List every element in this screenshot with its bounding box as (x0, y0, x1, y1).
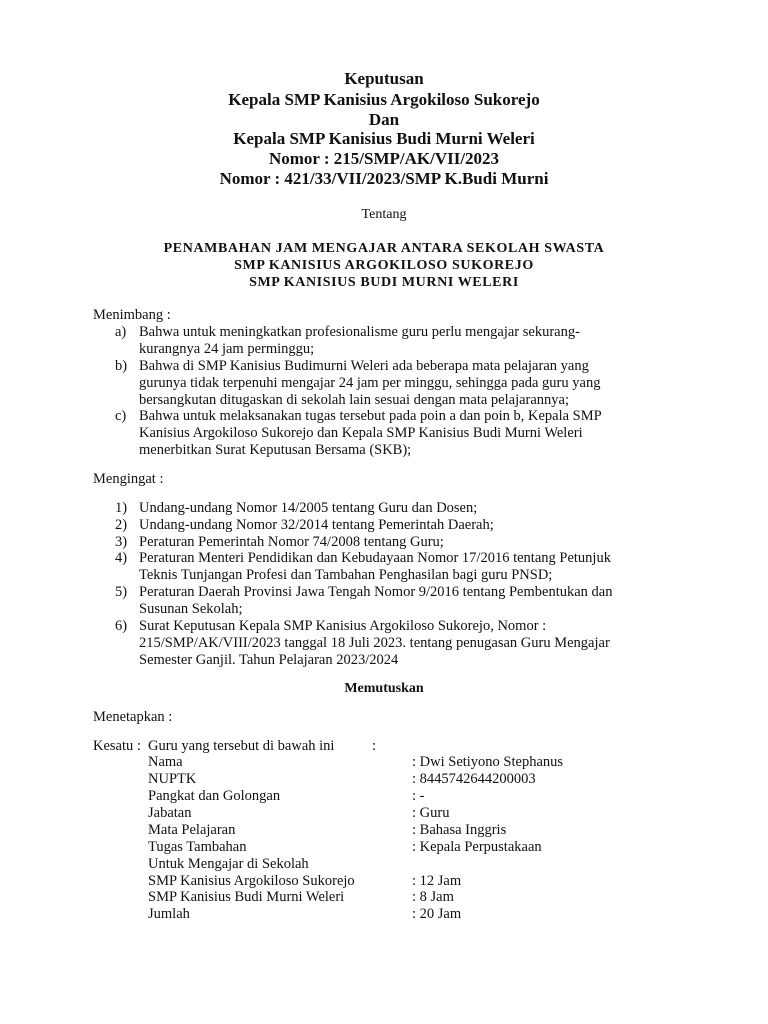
tentang-heading: Tentang (361, 207, 407, 222)
field-value-jabatan: : Guru (412, 805, 450, 821)
field-value-nuptk: : 8445742644200003 (412, 771, 536, 787)
field-label-mapel: Mata Pelajaran (148, 822, 236, 838)
field-value-jumlah: : 20 Jam (412, 906, 462, 922)
field-label-jabatan: Jabatan (148, 805, 192, 821)
list-marker: 2) (115, 517, 128, 533)
list-item-text: Bahwa untuk meningkatkan profesionalisme guru perlu mengajar sekurang- (139, 324, 580, 340)
list-item-text: menerbitkan Surat Keputusan Bersama (SKB); (139, 442, 412, 458)
list-item-text: Teknis Tunjangan Profesi dan Tambahan Penghasilan bagi guru PNSD; (139, 567, 553, 583)
list-item-text: Peraturan Daerah Provinsi Jawa Tengah Nomor 9/2016 tentang Pembentukan dan (139, 584, 613, 600)
field-value-argokiloso: : 12 Jam (412, 873, 462, 889)
memutuskan-heading: Memutuskan (344, 681, 424, 696)
list-marker: 5) (115, 584, 128, 600)
decree-number-two: Nomor : 421/33/VII/2023/SMP K.Budi Murni (219, 169, 549, 188)
kesatu-intro-colon: : (372, 738, 377, 754)
subject-line-3: SMP KANISIUS BUDI MURNI WELERI (249, 275, 519, 290)
list-item-text: Kanisius Argokiloso Sukorejo dan Kepala SMP Kanisius Budi Murni Weleri (139, 425, 583, 441)
kesatu-label: Kesatu : (93, 738, 141, 754)
list-item-text: Peraturan Pemerintah Nomor 74/2008 tentang Guru; (139, 534, 444, 550)
list-item-text: Undang-undang Nomor 32/2014 tentang Pemerintah Daerah; (139, 517, 494, 533)
list-marker: b) (115, 358, 128, 374)
conjunction: Dan (368, 110, 400, 129)
list-item-text: Susunan Sekolah; (139, 601, 243, 617)
field-value-budimurni: : 8 Jam (412, 889, 454, 905)
field-label-tugas: Tugas Tambahan (148, 839, 247, 855)
list-item-text: Semester Ganjil. Tahun Pelajaran 2023/2024 (139, 652, 399, 668)
kesatu-intro: Guru yang tersebut di bawah ini (148, 738, 335, 754)
list-marker: 6) (115, 618, 128, 634)
field-label-pangkat: Pangkat dan Golongan (148, 788, 281, 804)
subject-line-1: PENAMBAHAN JAM MENGAJAR ANTARA SEKOLAH SWASTA (163, 241, 605, 256)
field-label-jumlah: Jumlah (148, 906, 190, 922)
field-label-nama: Nama (148, 754, 183, 770)
mengingat-label: Mengingat : (93, 471, 164, 487)
menetapkan-label: Menetapkan : (93, 709, 173, 725)
field-label-sekolah: Untuk Mengajar di Sekolah (148, 856, 309, 872)
list-item-text: Bahwa di SMP Kanisius Budimurni Weleri ada beberapa mata pelajaran yang (139, 358, 589, 374)
list-item-text: Undang-undang Nomor 14/2005 tentang Guru dan Dosen; (139, 500, 478, 516)
list-item-text: 215/SMP/AK/VIII/2023 tanggal 18 Juli 2023. tentang penugasan Guru Mengajar (139, 635, 610, 651)
decree-number-one: Nomor : 215/SMP/AK/VII/2023 (268, 149, 500, 168)
list-marker: 1) (115, 500, 128, 516)
field-label-nuptk: NUPTK (148, 771, 197, 787)
menimbang-label: Menimbang : (93, 307, 171, 323)
list-item-text: Bahwa untuk melaksanakan tugas tersebut pada poin a dan poin b, Kepala SMP (139, 408, 602, 424)
field-value-tugas: : Kepala Perpustakaan (412, 839, 542, 855)
list-marker: a) (115, 324, 127, 340)
subject-line-2: SMP KANISIUS ARGOKILOSO SUKOREJO (234, 258, 534, 273)
field-value-nama: : Dwi Setiyono Stephanus (412, 754, 564, 770)
field-value-mapel: : Bahasa Inggris (412, 822, 507, 838)
issuer-one: Kepala SMP Kanisius Argokiloso Sukorejo (228, 90, 540, 109)
list-item-text: Surat Keputusan Kepala SMP Kanisius Argokiloso Sukorejo, Nomor : (139, 618, 547, 634)
field-label-argokiloso: SMP Kanisius Argokiloso Sukorejo (148, 873, 355, 889)
list-item-text: kurangnya 24 jam perminggu; (139, 341, 315, 357)
list-marker: 4) (115, 550, 128, 566)
list-marker: 3) (115, 534, 128, 550)
field-label-budimurni: SMP Kanisius Budi Murni Weleri (148, 889, 345, 905)
list-item-text: Peraturan Menteri Pendidikan dan Kebudayaan Nomor 17/2016 tentang Petunjuk (139, 550, 611, 566)
list-item-text: bersangkutan ditugaskan di sekolah lain sesuai dengan mata pelajarannya; (139, 392, 570, 408)
decree-title: Keputusan (344, 69, 424, 88)
list-item-text: gurunya tidak terpenuhi mengajar 24 jam per minggu, sehingga pada guru yang (139, 375, 601, 391)
field-value-pangkat: : - (412, 788, 425, 804)
issuer-two: Kepala SMP Kanisius Budi Murni Weleri (233, 129, 535, 148)
list-marker: c) (115, 408, 127, 424)
